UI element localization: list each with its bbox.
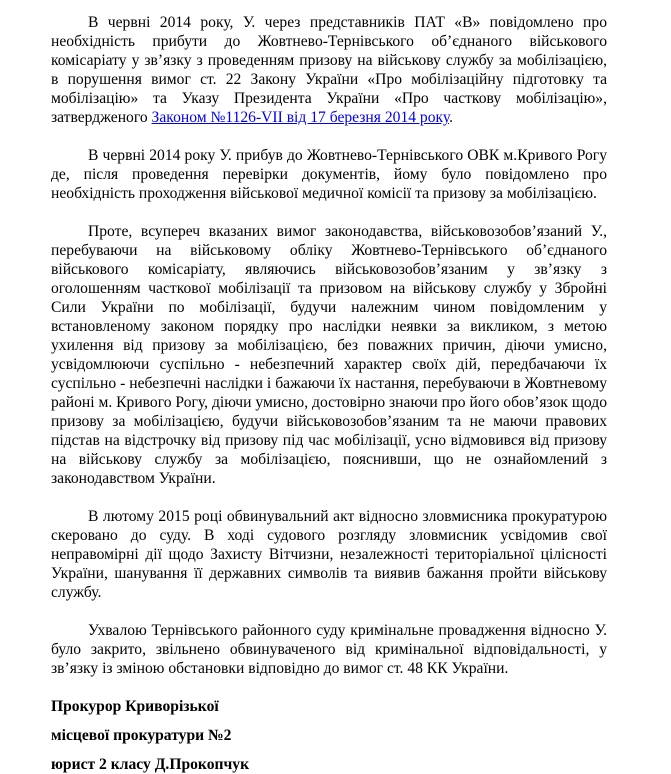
spacer — [51, 602, 607, 621]
paragraph-court-ruling: Ухвалою Тернівського районного суду кримінальне провадження відносно У. було закрито, звільнено обвинуваченого від кримінальної відповідальності, у зв’язку із зміною обстановки відповідно до вимог ст. 48 КК України. — [51, 622, 607, 677]
spacer — [51, 203, 607, 222]
paragraph-indictment: В лютому 2015 році обвинувальний акт відносно зловмисника прокуратурою скеровано до суду. В ході судового розгляду зловмисник усвідомив свої неправомірні дії щодо Захисту Вітчизни, незалежності територіальної цілісності України, шанування її державних символів та виявив бажання пройти військову службу. — [51, 508, 607, 601]
document-body — [51, 13, 607, 774]
signature-office: місцевої прокуратури №2 — [51, 727, 232, 744]
spacer — [51, 678, 607, 697]
spacer — [51, 488, 607, 507]
law-link[interactable]: Законом №1126-VII від 17 березня 2014 року — [151, 109, 450, 126]
spacer — [51, 127, 607, 146]
paragraph-arrival: В червні 2014 року У. прибув до Жовтнево-Тернівського ОВК м.Кривого Рогу де, після проведення перевірки документів, йому було повідомлено про необхідність проходження військової медичної комісії та призову за мобілізацією. — [51, 147, 607, 202]
paragraph-summons — [51, 13, 607, 127]
paragraph-summons-end: . — [449, 109, 454, 126]
paragraph-refusal: Проте, всупереч вказаних вимог законодавства, військовозобов’язаний У., перебуваючи на військовому обліку Жовтнево-Тернівського об’єднаного військового комісаріату, являючись військовозобов’язаним у зв’язку з оголошенням часткової мобілізації та призовом на військову службу у Збройні Сили України по мобілізації, будучи належним чином повідомленим у встановленому законом порядку про наслідки неявки за викликом, з метою ухилення від призову за мобілізацією, без поважних причин, діючи умисно, усвідомлюючи суспільно - небезпечний характер своїх дій, передбачаючи їх суспільно - небезпечні наслідки і бажаючи їх настання, перебуваючи в Жовтневому районі м. Кривого Рогу, діючи умисно, достовірно знаючи про його обов’язок щодо призову за мобілізацією, будучи військовозобов’язаним та не маючи правових підстав на відстрочку від призову під час мобілізації, усно відмовився від призову на військову службу за мобілізацією, пояснивши, що не ознайомлений з законодавством України. — [51, 223, 607, 487]
signature-name: юрист 2 класу Д.Прокопчук — [51, 756, 250, 773]
paragraph-summons-text: В червні 2014 року, У. через представників ПАТ «В» повідомлено про необхідність прибути до Жовтнево-Тернівського об’єднаного військового комісаріату у зв’язку з проведенням призову на військову службу за мобілізацією, в порушення вимог ст. 22 Закону України «Про мобілізаційну підготовку та мобілізацію» та Указу Президента України «Про часткову мобілізацію», затвердженого — [51, 14, 607, 126]
signature-position: Прокурор Криворізької — [51, 698, 219, 715]
spacer — [51, 745, 607, 755]
spacer — [51, 716, 607, 726]
